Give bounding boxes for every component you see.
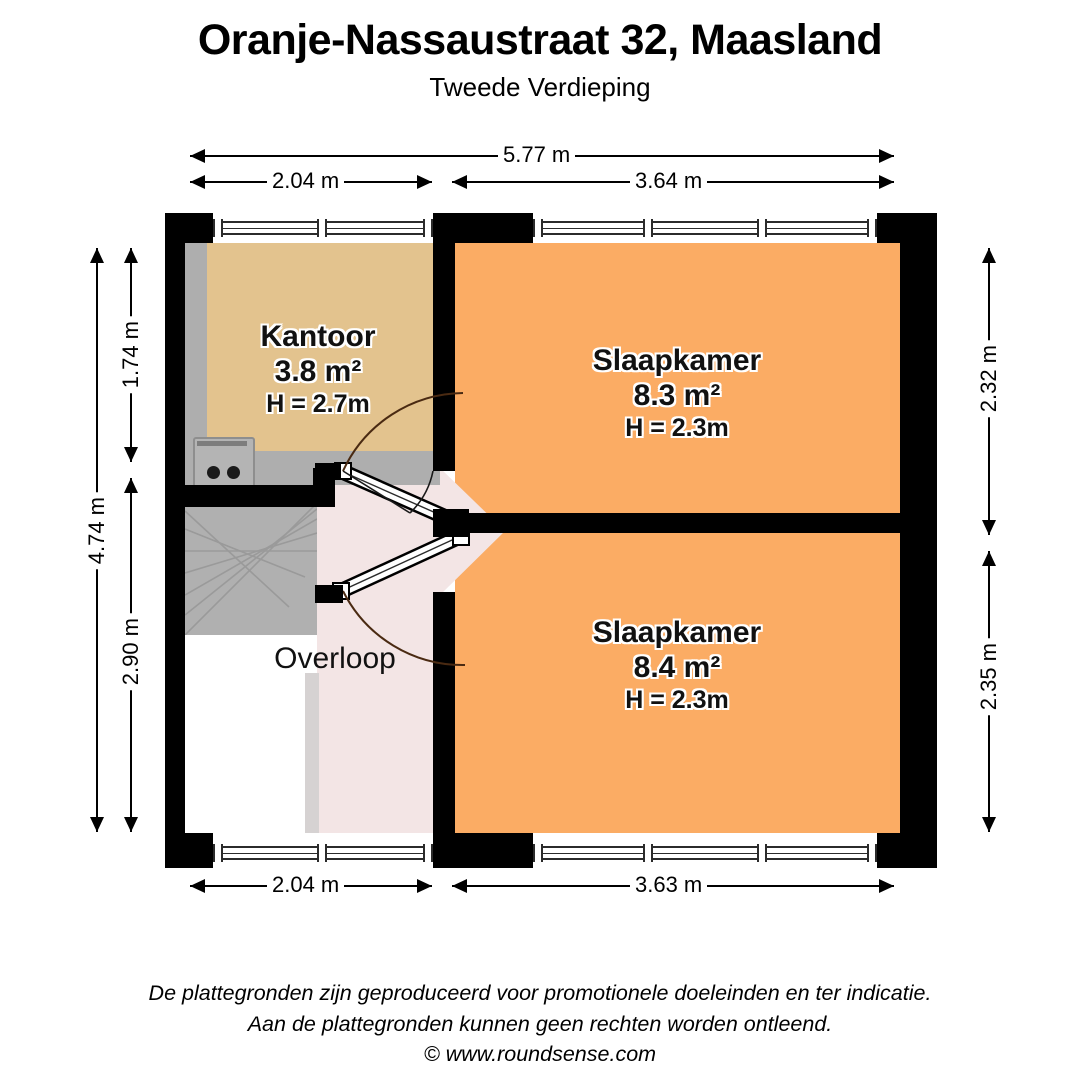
dim-left-upper: 1.74 m [120,316,142,393]
footer-line-3: © www.roundsense.com [423,1042,657,1067]
arrow-right [879,879,894,893]
dim-left-lower: 2.90 m [120,613,142,690]
dim-top-left: 2.04 m [267,170,344,192]
arrow-right [879,149,894,163]
arrow-down [124,447,138,462]
arrow-up [90,248,104,263]
label-slaapkamer-2-name: Slaapkamer [592,616,762,649]
label-overloop [235,641,435,676]
dim-bottom-right: 3.63 m [630,874,707,896]
arrow-right [417,879,432,893]
dim-right-upper: 2.32 m [978,340,1000,417]
arrow-right [417,175,432,189]
footer-line-1: De plattegronden zijn geproduceerd voor promotionele doeleinden en ter indicatie. [148,981,932,1005]
arrow-left [190,149,205,163]
label-slaapkamer-2-area: 8.4 m² [633,651,721,685]
plan-header [0,0,1080,103]
label-overloop-name: Overloop [274,642,396,675]
floorplan-drawing [165,213,937,868]
label-slaapkamer-1 [557,343,797,443]
label-kantoor-name: Kantoor [260,320,376,353]
plan-footer [0,978,1080,1070]
arrow-down [982,520,996,535]
page-title: Oranje-Nassaustraat 32, Maasland [197,16,883,64]
dim-top-right: 3.64 m [630,170,707,192]
arrow-down [982,817,996,832]
label-slaapkamer-2 [557,615,797,715]
arrow-up [982,248,996,263]
arrow-left [190,175,205,189]
arrow-up [124,478,138,493]
arrow-left [190,879,205,893]
arrow-down [124,817,138,832]
room-labels [165,213,937,868]
arrow-left [452,879,467,893]
dim-top-overall: 5.77 m [498,144,575,166]
page-subtitle: Tweede Verdieping [429,72,651,103]
label-kantoor-height: H = 2.7m [266,389,370,418]
dim-right-lower: 2.35 m [978,638,1000,715]
arrow-left [452,175,467,189]
footer-line-2: Aan de plattegronden kunnen geen rechten worden ontleend. [247,1011,833,1036]
arrow-up [982,551,996,566]
arrow-down [90,817,104,832]
label-kantoor [243,319,393,419]
dim-left-overall: 4.74 m [86,492,108,569]
dim-bottom-left: 2.04 m [267,874,344,896]
label-slaapkamer-1-name: Slaapkamer [592,344,762,377]
label-slaapkamer-1-height: H = 2.3m [625,413,729,442]
label-slaapkamer-1-area: 8.3 m² [633,379,721,413]
label-slaapkamer-2-height: H = 2.3m [625,685,729,714]
arrow-up [124,248,138,263]
arrow-right [879,175,894,189]
label-kantoor-area: 3.8 m² [274,355,362,389]
